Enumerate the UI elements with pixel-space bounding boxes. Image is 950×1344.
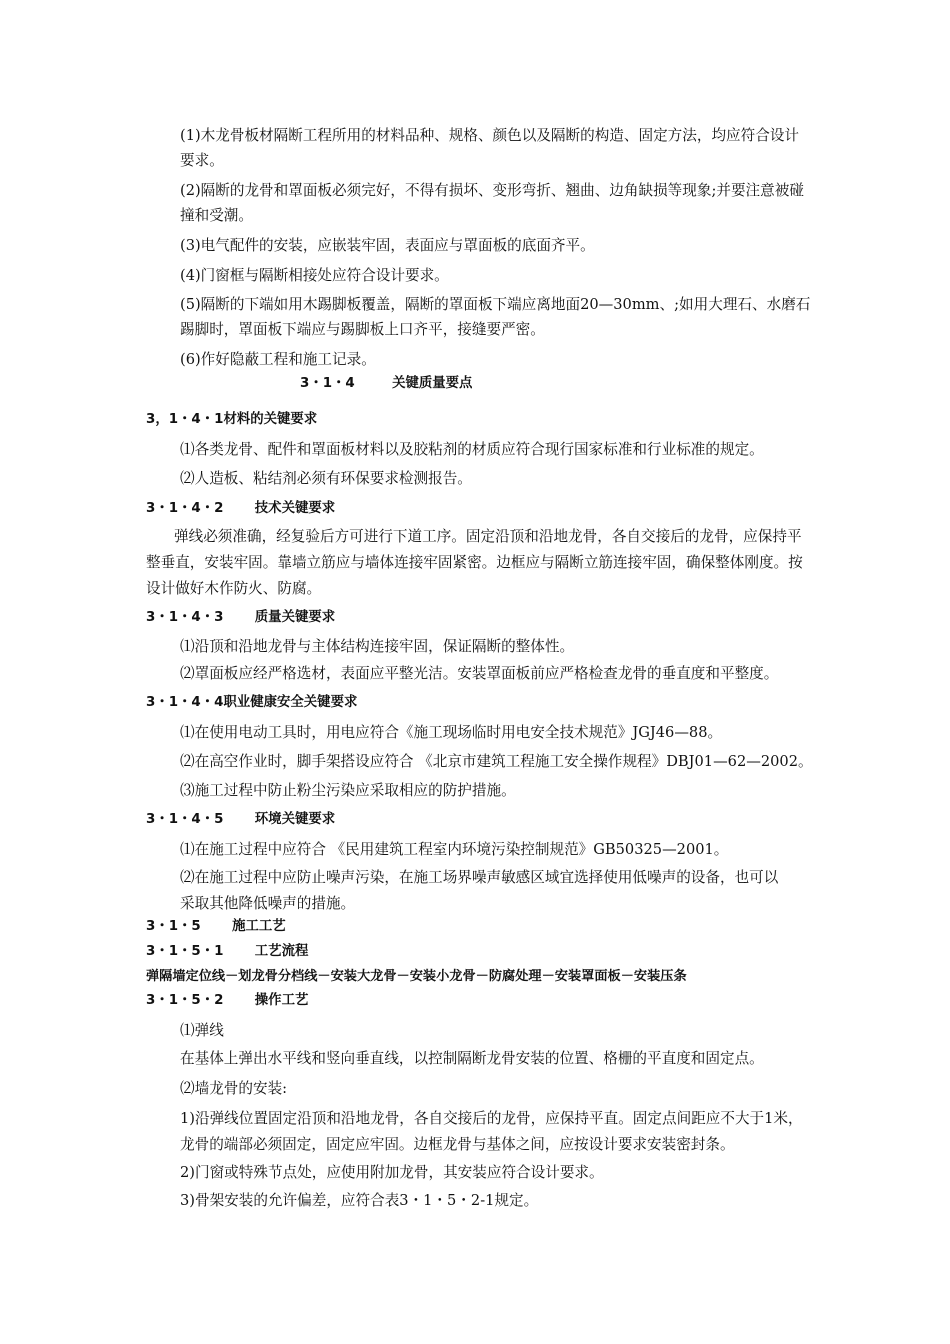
subsection-heading-3-1-4-4 [146,691,357,715]
process-flow: 弹隔墙定位线－划龙骨分档线－安装大龙骨－安装小龙骨－防腐处理－安装罩面板－安装压条 [146,969,687,984]
item-1-line1: (1)木龙骨板材隔断工程所用的材料品种、规格、颜色以及隔断的构造、固定方法，均应符合设计 [180,127,800,144]
paragraph-line: 采取其他降低噪声的措施。 [180,895,356,912]
paragraph-line: 弹线必须准确，经复验后方可进行下道工序。固定沿顶和沿地龙骨，各自交接后的龙骨，应保持平 [174,528,802,545]
subsection-number: 3・1・4・5 [146,812,224,827]
paragraph: 在基体上弹出水平线和竖向垂直线，以控制隔断龙骨安装的位置、格栅的平直度和固定点。 [180,1050,764,1067]
paragraph-line: 1)沿弹线位置固定沿顶和沿地龙骨，各自交接后的龙骨，应保持平直。固定点间距应不大于1米， [180,1110,803,1127]
paragraph: ⑵墙龙骨的安装: [180,1080,288,1097]
paragraph-line: 整垂直，安装牢固。靠墙立筋应与墙体连接牢固紧密。边框应与隔断立筋连接牢固，确保整体刚度。按 [146,554,803,571]
subsection-number: 3，1・4・1 [146,412,224,427]
paragraph-line: 龙骨的端部必须固定，固定应牢固。边框龙骨与基体之间，应按设计要求安装密封条。 [180,1136,735,1153]
paragraph: ⑴在使用电动工具时，用电应符合《施工现场临时用电安全技术规范》JGJ46—88。 [180,724,723,741]
section-title: 关键质量要点 [392,376,473,391]
paragraph: ⑵罩面板应经严格选材，表面应平整光洁。安装罩面板前应严格检查龙骨的垂直度和平整度。 [180,665,779,682]
subsection-number: 3・1・4・3 [146,610,224,625]
item-3: (3)电气配件的安装，应嵌装牢固，表面应与罩面板的底面齐平。 [180,237,595,254]
section-heading-3-1-4 [300,372,472,396]
item-2-line1: (2)隔断的龙骨和罩面板必须完好，不得有损坏、变形弯折、翘曲、边角缺损等现象;并要注意被碰 [180,182,804,199]
subsection-number: 3・1・5・2 [146,993,224,1008]
paragraph: ⑵人造板、粘结剂必须有环保要求检测报告。 [180,470,472,487]
paragraph-line: 设计做好木作防火、防腐。 [146,580,322,597]
subsection-title: 职业健康安全关键要求 [223,695,358,710]
paragraph-line: ⑵在施工过程中应防止噪声污染，在施工场界噪声敏感区域宜选择使用低噪声的设备，也可以 [180,869,779,886]
subsection-heading-3-1-4-1 [146,408,317,432]
subsection-title: 环境关键要求 [254,812,336,827]
subsection-heading-3-1-5-1 [146,940,308,964]
paragraph: ⑵在高空作业时，脚手架搭设应符合 《北京市建筑工程施工安全操作规程》DBJ01—62—2002。 [180,753,813,770]
paragraph: ⑴弹线 [180,1022,224,1039]
subsection-heading-3-1-5-2 [146,989,308,1013]
item-5-line1: (5)隔断的下端如用木踢脚板覆盖，隔断的罩面板下端应离地面20—30mm、;如用大理石、水磨石 [180,296,811,313]
subsection-number: 3・1・4・2 [146,501,224,516]
section-heading-3-1-5 [146,915,286,939]
paragraph: ⑴沿顶和沿地龙骨与主体结构连接牢固，保证隔断的整体性。 [180,638,575,655]
subsection-number: 3・1・4・4 [146,695,224,710]
subsection-title: 材料的关键要求 [223,412,318,427]
section-title: 施工工艺 [232,919,286,934]
paragraph: ⑴在施工过程中应符合 《民用建筑工程室内环境污染控制规范》GB50325—2001。 [180,841,729,858]
item-1-line2: 要求。 [180,152,224,169]
subsection-heading-3-1-4-3 [146,606,335,630]
item-6: (6)作好隐蔽工程和施工记录。 [180,351,376,368]
subsection-heading-3-1-4-5 [146,808,335,832]
subsection-title: 质量关键要求 [254,610,336,625]
item-5-line2: 踢脚时，罩面板下端应与踢脚板上口齐平，接缝要严密。 [180,321,545,338]
paragraph: 3)骨架安装的允许偏差，应符合表3・1・5・2-1规定。 [180,1192,539,1209]
subsection-heading-3-1-4-2 [146,497,335,521]
section-number: 3・1・4 [300,376,355,391]
section-number: 3・1・5 [146,919,201,934]
item-4: (4)门窗框与隔断相接处应符合设计要求。 [180,267,449,284]
paragraph: 2)门窗或特殊节点处，应使用附加龙骨，其安装应符合设计要求。 [180,1164,604,1181]
paragraph: ⑶施工过程中防止粉尘污染应采取相应的防护措施。 [180,782,516,799]
subsection-title: 操作工艺 [254,993,309,1008]
item-2-line2: 撞和受潮。 [180,207,253,224]
paragraph: ⑴各类龙骨、配件和罩面板材料以及胶粘剂的材质应符合现行国家标准和行业标准的规定。 [180,441,764,458]
subsection-title: 工艺流程 [254,944,309,959]
subsection-number: 3・1・5・1 [146,944,224,959]
subsection-title: 技术关键要求 [254,501,336,516]
